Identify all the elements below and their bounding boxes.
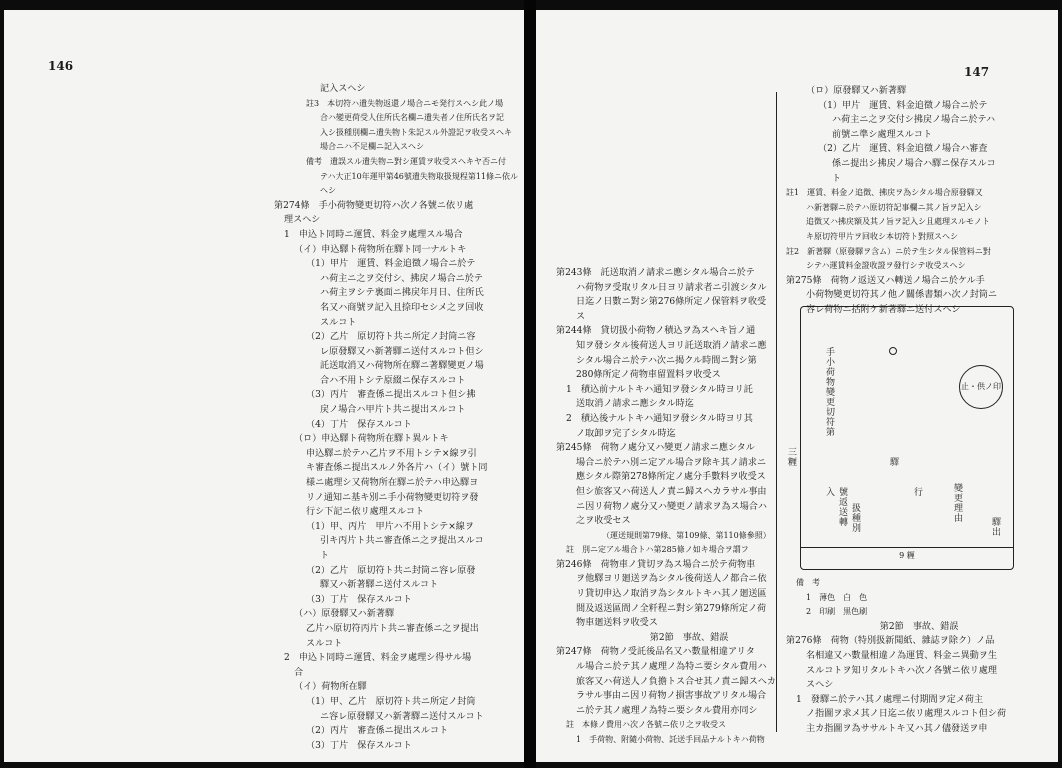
- envelope-type: 扱種別: [850, 503, 860, 533]
- stamp-circle: 止・供ノ印: [959, 365, 1003, 409]
- text-line: 1 薄色 白 色: [806, 592, 868, 602]
- text-line: ル場合ニ於テ其ノ處理ノ為特ニ要シタル費用ハ: [576, 662, 767, 673]
- text-line: （1）甲、乙片 原切符ト共ニ所定ノ封筒: [306, 696, 476, 707]
- text-line: 行シ下記ニ依リ處理スルコト: [306, 507, 425, 518]
- text-line: 1 發驛ニ於テハ其ノ處理ニ付期間ヲ定メ荷主: [796, 694, 984, 705]
- text-line: 備 考: [796, 578, 820, 587]
- text-line: ト: [832, 173, 842, 184]
- text-line: 送取消ノ請求ニ應シタル時迄: [576, 399, 694, 410]
- text-line: リ貸切申込ノ取消ヲ為シタルトキハ其ノ廻送區: [576, 589, 767, 600]
- text-line: 1 申込ト同時ニ運賃、料金ヲ處理スル場合: [284, 229, 463, 240]
- text-line: ノ取卸ヲ完了シタル時迄: [576, 428, 676, 439]
- right-page-column-b-bottom: [786, 576, 1006, 737]
- text-line: （ロ）申込驛ト荷物所在驛ト異ルトキ: [294, 434, 449, 445]
- text-line: （2）丙片 審査係ニ提出スルコト: [306, 726, 449, 737]
- text-line: ス: [576, 311, 586, 322]
- text-line: 託送取消又ハ荷物所在驛ニ著驛變更ノ場: [320, 361, 484, 372]
- text-line: ハ荷物ヲ受取リタル日ヨリ請求者ニ引渡シタル: [576, 282, 767, 293]
- text-line: 容レ荷物ニ括附ケ新著驛ニ送付スヘシ: [806, 304, 961, 315]
- page-number: 147: [964, 65, 990, 79]
- text-line: スルコト: [320, 317, 357, 328]
- text-line: 場合ニハ不足欄ニ記入スヘシ: [320, 142, 424, 152]
- text-line: 追徴又ハ拂戻額及其ノ旨ヲ記入シ且處理スルモノト: [806, 217, 990, 227]
- envelope-diagram: [786, 306, 1014, 570]
- envelope-depart: 驛出: [990, 517, 1000, 537]
- text-line: 知ヲ發シタル後荷送人ヨリ託送取消ノ請求ニ應: [576, 340, 767, 351]
- envelope-reason: 變更理由: [952, 483, 962, 523]
- envelope-bottom: 9 糎: [801, 547, 1013, 561]
- text-line: リノ通知ニ基キ別ニ手小荷物變更切符ヲ發: [306, 492, 479, 503]
- text-line: 物車廻送料ヲ收受ス: [576, 618, 658, 629]
- text-line: ラサル事由ニ因リ荷物ノ損害事故アリタル場合: [576, 691, 767, 702]
- text-line: （イ）荷物所在驛: [294, 682, 367, 693]
- text-line: 記入スヘシ: [320, 84, 366, 94]
- text-line: （2）乙片 原切符ト共ニ封筒ニ容レ原發: [306, 565, 476, 576]
- text-line: 第247條 荷物ノ受託後品名又ハ數量相違アリタ: [556, 647, 755, 658]
- text-line: ニ因リ荷物ノ處分又ハ變更ノ請求ヲ為ス場合ハ: [576, 501, 767, 512]
- envelope-side: 三糎: [786, 447, 796, 467]
- text-line: キ審査係ニ提出スルノ外各片ハ（イ）號ト同: [306, 463, 488, 474]
- text-line: 第243條 託送取消ノ請求ニ應シタル場合ニ於テ: [556, 268, 755, 278]
- text-line: キ原切符甲片ヲ回收シ本切符ト對照スヘシ: [806, 231, 958, 241]
- text-line: （2）乙片 運賃、料金追徴ノ場合ハ審査: [818, 144, 988, 155]
- text-line: シタル場合ニ於テハ次ニ揭クル時間ニ對シ第: [576, 355, 757, 366]
- text-line: 備考 遺誤スル遺失物ニ對シ運賃ヲ收受スヘキヤ否ニ付: [306, 156, 506, 166]
- text-line: 第244條 貸切扱小荷物ノ積込ヲ為スヘキ旨ノ通: [556, 326, 756, 337]
- text-line: ヘシ: [320, 186, 336, 196]
- text-line: 合: [294, 667, 304, 678]
- text-line: （2）乙片 原切符ト共ニ所定ノ封筒ニ容: [306, 332, 476, 343]
- text-line: 註1 運賃、料金ノ追徴、拂戻ヲ為シタル場合原發驛又: [786, 188, 983, 198]
- text-line: 合ハ變更荷受人住所氏名欄ニ遺失者ノ住所氏名ヲ記: [320, 113, 504, 123]
- right-page: [536, 10, 1058, 762]
- text-line: 2 印刷 黒色刷: [806, 607, 868, 617]
- text-line: ハ荷主ニ之ヲ交付シ拂戻ノ場合ニ於テハ: [832, 115, 996, 126]
- envelope-subtitle: 號返送轉入: [824, 487, 847, 527]
- text-line: （3）丁片 保存スルコト: [306, 740, 412, 751]
- text-line: 小荷物變更切符其ノ他ノ關係書類ハ次ノ封筒ニ: [806, 290, 997, 301]
- text-line: ヲ他驛ヨリ廻送ヲ為シタル後荷送人ノ都合ニ依: [576, 574, 767, 585]
- text-line: 第275條 荷物ノ返送又ハ轉送ノ場合ニ於ケル手: [786, 275, 985, 286]
- column-divider: [776, 92, 777, 732]
- text-line: ハ新著驛ニ於テハ原切符記事欄ニ其ノ旨ヲ記入シ: [806, 202, 982, 212]
- text-line: ニ於テ其ノ處理ノ為特ニ要シタル費用亦同シ: [576, 705, 758, 716]
- text-line: スルコト: [306, 638, 343, 649]
- text-line: ハ荷主ヲシテ裏面ニ拂戻年月日、住所氏: [320, 288, 484, 299]
- text-line: （1）甲片 運賃、料金追徴ノ場合ニ於テ: [306, 259, 476, 270]
- text-line: 第2節 事故、錯誤: [649, 632, 729, 643]
- text-line: 但シ旅客又ハ荷送人ノ責ニ歸スヘカラサル事由: [576, 486, 767, 497]
- envelope-title: 手小荷物變更切符第: [824, 347, 834, 437]
- text-line: ト: [320, 551, 330, 561]
- page-number: 146: [48, 59, 74, 73]
- right-page-column-a: [556, 266, 776, 748]
- text-line: 第246條 荷物車ノ貸切ヲ為ス場合ニ於テ荷物車: [556, 559, 756, 570]
- text-line: 主カ指圖ヲ為ササルトキ又ハ其ノ儘發送ヲ申: [806, 723, 988, 734]
- text-line: （3）丁片 保存スルコト: [306, 594, 412, 605]
- text-line: 入シ扱種別欄ニ遺失物ト朱記スル外證記ヲ收受スヘキ: [320, 127, 512, 137]
- text-line: 應シタル際第278條所定ノ處分手數料ヲ收受ス: [576, 472, 766, 483]
- text-line: （3）丙片 審査係ニ提出スルコト但シ拂: [306, 390, 476, 401]
- text-line: 第2節 事故、錯誤: [879, 621, 959, 632]
- text-line: スルコトヲ知リタルトキハ次ノ各號ニ依リ處理: [806, 665, 997, 676]
- text-line: 1 手荷物、附隨小荷物、託送手回品ナルトキハ荷物: [576, 735, 765, 744]
- text-line: 2 積込後ナルトキハ通知ヲ發シタル時ヨリ其: [566, 413, 753, 424]
- text-line: （ハ）原發驛又ハ新著驛: [294, 609, 395, 620]
- text-line: ノ指圖ヲ求メ其ノ日迄ニ依リ處理スルコト但シ荷: [806, 709, 1007, 720]
- text-line: 之ヲ收受セス: [576, 516, 631, 527]
- text-line: 註 別ニ定アル場合トハ第285條ノ如キ場合ヲ謂フ: [566, 545, 749, 555]
- right-page-column-b-top: [786, 84, 997, 318]
- text-line: 旅客又ハ荷送人ノ負擔トス合せ其ノ責ニ歸スヘカ: [576, 676, 776, 687]
- text-line: 名相違又ハ數量相違ノ為運賃、料金ニ異動ヲ生: [806, 650, 997, 661]
- text-line: 名又ハ商號ヲ記入且捺印セシメ之ヲ回收: [320, 302, 484, 313]
- text-line: 場合ニ於テハ別ニ定アル場合ヲ除キ其ノ請求ニ: [576, 457, 767, 468]
- book-gutter: [524, 0, 536, 768]
- punch-hole: [889, 347, 897, 355]
- text-line: 引キ丙片ト共ニ審査係ニ之ヲ提出スルコ: [320, 536, 484, 547]
- text-line: 間及返送區間ノ全粁程ニ對シ第279條所定ノ荷: [576, 603, 767, 614]
- text-line: 註2 新著驛（原發驛ヲ含ム）ニ於テ生シタル保管料ニ對: [786, 246, 991, 256]
- text-line: スヘシ: [806, 680, 834, 691]
- text-line: 註 本條ノ費用ハ次ノ各號ニ依リ之ヲ收受ス: [566, 720, 726, 730]
- text-line: 1 積込前ナルトキハ通知ヲ發シタル時ヨリ託: [566, 384, 753, 395]
- text-line: （運送規則第79條、第109條、第110條參照）: [602, 530, 771, 540]
- text-line: 乙片ハ原切符丙片ト共ニ審査係ニ之ヲ提出: [306, 623, 479, 634]
- text-line: 註3 本切符ハ遺失物返還ノ場合ニモ発行スヘシ此ノ場: [306, 98, 504, 108]
- text-line: 理スヘシ: [284, 215, 321, 226]
- text-line: 様ニ處理シ又荷物所在驛ニ於テハ申込驛ヨ: [306, 478, 479, 489]
- text-line: シテハ運賃料金證收證ヲ發行シテ收受スヘシ: [806, 261, 966, 271]
- left-page: [4, 10, 524, 762]
- text-line: 2 申込ト同時ニ運賃、料金ヲ處理シ得サル場: [284, 653, 472, 664]
- text-line: （1）甲、丙片 甲片ハ不用トシテ×線ヲ: [306, 521, 474, 532]
- text-line: 係ニ提出シ拂戻ノ場合ハ驛ニ保存スルコ: [832, 158, 996, 169]
- text-line: （イ）申込驛ト荷物所在驛ト同一ナルトキ: [294, 244, 467, 255]
- text-line: 第274條 手小荷物變更切符ハ次ノ各號ニ依リ處: [274, 200, 474, 211]
- text-line: （4）丁片 保存スルコト: [306, 419, 412, 430]
- text-line: 申込驛ニ於テハ乙片ヲ不用トシテ×線ヲ引: [306, 448, 477, 459]
- envelope-station: 驛: [888, 457, 898, 467]
- left-page-text: [274, 82, 518, 753]
- text-line: 280條所定ノ荷物車留置料ヲ收受ス: [576, 370, 721, 381]
- text-line: レ原發驛又ハ新著驛ニ送付スルコト但シ: [320, 346, 484, 357]
- text-line: （ロ）原發驛又ハ新著驛: [806, 86, 907, 96]
- text-line: 日迄ノ日數ニ對シ第276條所定ノ保管料ヲ收受: [576, 297, 767, 308]
- text-line: 前號ニ準シ處理スルコト: [832, 129, 933, 140]
- text-line: ハ荷主ニ之ヲ交付シ、拂戻ノ場合ニ於テ: [320, 273, 483, 284]
- text-line: 第245條 荷物ノ處分又ハ變更ノ請求ニ應シタル: [556, 443, 755, 454]
- text-line: 合ハ不用トシテ原綴ニ保存スルコト: [320, 375, 466, 386]
- text-line: 驛又ハ新著驛ニ送付スルコト: [320, 580, 439, 591]
- envelope-station2: 行: [912, 487, 922, 497]
- text-line: ニ容レ原發驛又ハ新著驛ニ送付スルコト: [320, 711, 484, 722]
- text-line: 第276條 荷物（特別扱新聞紙、雜誌ヲ除ク）ノ品: [786, 636, 995, 647]
- text-line: （1）甲片 運賃、料金追徴ノ場合ニ於テ: [818, 100, 988, 111]
- text-line: テハ大正10年運甲第46號遺失物取扱規程第11條ニ依ル: [320, 171, 519, 181]
- text-line: 戻ノ場合ハ甲片ト共ニ提出スルコト: [320, 405, 466, 416]
